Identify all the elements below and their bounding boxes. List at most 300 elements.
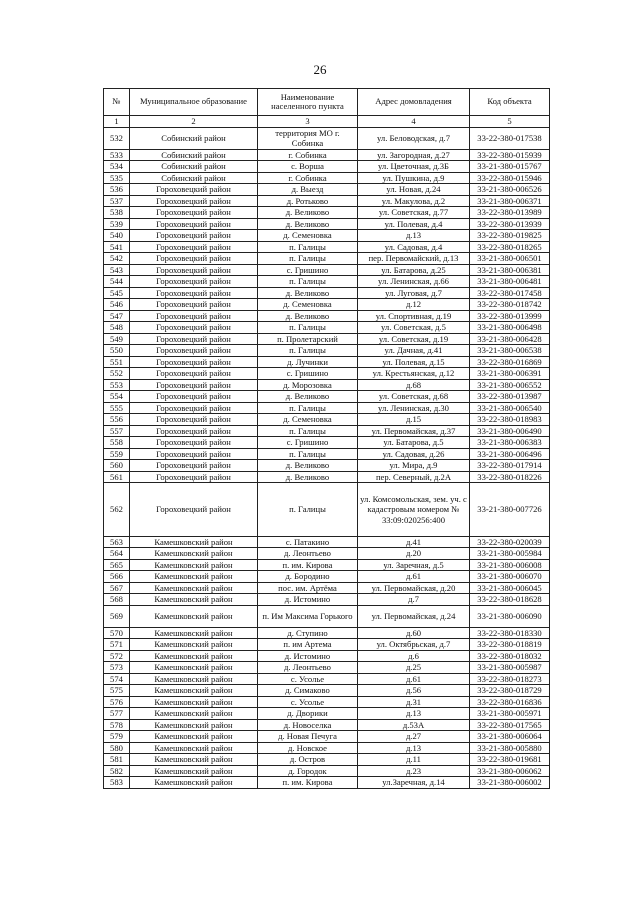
row-number: 544 [104, 276, 130, 288]
object-code-cell: 33-22-380-018032 [470, 650, 550, 662]
municipality-cell: Камешковский район [130, 708, 258, 720]
address-cell: ул. Пушкина, д.9 [358, 172, 470, 184]
row-number: 582 [104, 765, 130, 777]
object-code-cell: 33-21-380-006391 [470, 368, 550, 380]
row-number: 572 [104, 650, 130, 662]
row-number: 557 [104, 425, 130, 437]
municipality-cell: Гороховецкий район [130, 310, 258, 322]
settlement-cell: п. им. Кирова [258, 777, 358, 789]
row-number: 570 [104, 627, 130, 639]
object-code-cell: 33-21-380-006428 [470, 333, 550, 345]
settlement-cell: с. Усолье [258, 673, 358, 685]
settlement-cell: д. Выезд [258, 184, 358, 196]
table-row [104, 483, 550, 537]
object-code-cell: 33-21-380-005987 [470, 662, 550, 674]
settlement-cell: д. Семеновка [258, 230, 358, 242]
object-code-cell: 33-21-380-006552 [470, 379, 550, 391]
municipality-cell: Камешковский район [130, 685, 258, 697]
address-cell: ул. Новая, д.24 [358, 184, 470, 196]
municipality-cell: Гороховецкий район [130, 391, 258, 403]
row-number: 539 [104, 218, 130, 230]
settlement-cell: территория МО г. Собинка [258, 127, 358, 149]
table-row [104, 127, 550, 149]
row-number: 559 [104, 448, 130, 460]
object-code-cell: 33-22-380-018330 [470, 627, 550, 639]
address-cell: д.13 [358, 708, 470, 720]
object-code-cell: 33-22-380-018273 [470, 673, 550, 685]
table-row [104, 685, 550, 697]
settlement-cell: с. Усолье [258, 696, 358, 708]
table-row [104, 218, 550, 230]
row-number: 578 [104, 719, 130, 731]
object-code-cell: 33-21-380-006538 [470, 345, 550, 357]
table-row [104, 639, 550, 651]
address-cell: ул. Советская, д.19 [358, 333, 470, 345]
municipality-cell: Гороховецкий район [130, 471, 258, 483]
table-row [104, 425, 550, 437]
object-code-cell: 33-22-380-013939 [470, 218, 550, 230]
settlement-cell: с. Патакино [258, 536, 358, 548]
row-number: 561 [104, 471, 130, 483]
object-code-cell: 33-22-380-016869 [470, 356, 550, 368]
settlement-cell: д. Истомино [258, 594, 358, 606]
object-code-cell: 33-22-380-017458 [470, 287, 550, 299]
row-number: 532 [104, 127, 130, 149]
municipality-cell: Камешковский район [130, 605, 258, 627]
address-cell: ул. Беловодская, д.7 [358, 127, 470, 149]
address-cell: ул. Садовая, д.26 [358, 448, 470, 460]
row-number: 537 [104, 195, 130, 207]
row-number: 553 [104, 379, 130, 391]
address-cell: д.7 [358, 594, 470, 606]
settlement-cell: д. Великово [258, 460, 358, 472]
address-cell: ул. Полевая, д.4 [358, 218, 470, 230]
object-code-cell: 33-21-380-006381 [470, 264, 550, 276]
settlement-cell: п. Галицы [258, 483, 358, 537]
table-row [104, 299, 550, 311]
settlement-cell: д. Леонтьево [258, 662, 358, 674]
address-cell: ул.Заречная, д.14 [358, 777, 470, 789]
municipality-cell: Гороховецкий район [130, 253, 258, 265]
row-number: 571 [104, 639, 130, 651]
municipality-cell: Гороховецкий район [130, 264, 258, 276]
row-number: 545 [104, 287, 130, 299]
municipality-cell: Камешковский район [130, 754, 258, 766]
settlement-cell: д. Великово [258, 391, 358, 403]
row-number: 550 [104, 345, 130, 357]
settlement-cell: д. Великово [258, 218, 358, 230]
address-cell: д.13 [358, 230, 470, 242]
municipality-cell: Гороховецкий район [130, 230, 258, 242]
settlement-cell: д. Новоселка [258, 719, 358, 731]
column-number: 3 [258, 116, 358, 128]
row-number: 546 [104, 299, 130, 311]
row-number: 577 [104, 708, 130, 720]
settlement-cell: д. Великово [258, 287, 358, 299]
address-cell: д.60 [358, 627, 470, 639]
object-code-cell: 33-22-380-018226 [470, 471, 550, 483]
table-row [104, 594, 550, 606]
object-code-cell: 33-22-380-016836 [470, 696, 550, 708]
address-cell: ул. Цветочная, д.3Б [358, 161, 470, 173]
municipality-cell: Гороховецкий район [130, 299, 258, 311]
object-code-cell: 33-22-380-017538 [470, 127, 550, 149]
table-row [104, 662, 550, 674]
row-number: 540 [104, 230, 130, 242]
municipality-cell: Камешковский район [130, 639, 258, 651]
table-row [104, 253, 550, 265]
object-code-cell: 33-21-380-005880 [470, 742, 550, 754]
municipality-cell: Гороховецкий район [130, 402, 258, 414]
registry-table [103, 88, 550, 789]
municipality-cell: Гороховецкий район [130, 276, 258, 288]
object-code-cell: 33-21-380-006371 [470, 195, 550, 207]
municipality-cell: Гороховецкий район [130, 195, 258, 207]
object-code-cell: 33-21-380-006490 [470, 425, 550, 437]
table-row [104, 195, 550, 207]
municipality-cell: Гороховецкий район [130, 184, 258, 196]
settlement-cell: п. Галицы [258, 345, 358, 357]
row-number: 567 [104, 582, 130, 594]
municipality-cell: Гороховецкий район [130, 379, 258, 391]
settlement-cell: д. Городок [258, 765, 358, 777]
object-code-cell: 33-22-380-018729 [470, 685, 550, 697]
municipality-cell: Камешковский район [130, 765, 258, 777]
row-number: 565 [104, 559, 130, 571]
table-row [104, 333, 550, 345]
settlement-cell: д. Симаково [258, 685, 358, 697]
address-cell: пер. Северный, д.2А [358, 471, 470, 483]
table-row [104, 627, 550, 639]
municipality-cell: Камешковский район [130, 777, 258, 789]
settlement-cell: п. им. Кирова [258, 559, 358, 571]
object-code-cell: 33-21-380-006062 [470, 765, 550, 777]
object-code-cell: 33-22-380-017914 [470, 460, 550, 472]
object-code-cell: 33-21-380-015767 [470, 161, 550, 173]
table-row [104, 696, 550, 708]
table-row [104, 414, 550, 426]
row-number: 534 [104, 161, 130, 173]
table-row [104, 765, 550, 777]
object-code-cell: 33-21-380-007726 [470, 483, 550, 537]
address-cell: ул. Первомайская, д.20 [358, 582, 470, 594]
address-cell: д.27 [358, 731, 470, 743]
object-code-cell: 33-22-380-018819 [470, 639, 550, 651]
row-number: 541 [104, 241, 130, 253]
object-code-cell: 33-21-380-005984 [470, 548, 550, 560]
table-row [104, 391, 550, 403]
table-row [104, 460, 550, 472]
header-address: Адрес домовладения [358, 89, 470, 116]
address-cell: ул. Крестьянская, д.12 [358, 368, 470, 380]
address-cell: д.68 [358, 379, 470, 391]
settlement-cell: п. Галицы [258, 402, 358, 414]
row-number: 547 [104, 310, 130, 322]
municipality-cell: Гороховецкий район [130, 218, 258, 230]
row-number: 552 [104, 368, 130, 380]
address-cell: д.25 [358, 662, 470, 674]
settlement-cell: п. Галицы [258, 322, 358, 334]
row-number: 556 [104, 414, 130, 426]
object-code-cell: 33-21-380-006498 [470, 322, 550, 334]
table-row [104, 276, 550, 288]
object-code-cell: 33-21-380-006540 [470, 402, 550, 414]
column-number: 5 [470, 116, 550, 128]
settlement-cell: д. Леонтьево [258, 548, 358, 560]
address-cell: д.41 [358, 536, 470, 548]
municipality-cell: Гороховецкий район [130, 287, 258, 299]
address-cell: ул. Советская, д.77 [358, 207, 470, 219]
settlement-cell: п. Галицы [258, 241, 358, 253]
row-number: 548 [104, 322, 130, 334]
object-code-cell: 33-21-380-005971 [470, 708, 550, 720]
municipality-cell: Камешковский район [130, 650, 258, 662]
municipality-cell: Гороховецкий район [130, 483, 258, 537]
row-number: 579 [104, 731, 130, 743]
table-row [104, 322, 550, 334]
row-number: 555 [104, 402, 130, 414]
table-row [104, 777, 550, 789]
column-number: 4 [358, 116, 470, 128]
table-row [104, 471, 550, 483]
address-cell: ул. Батарова, д.25 [358, 264, 470, 276]
row-number: 563 [104, 536, 130, 548]
settlement-cell: с. Гришино [258, 264, 358, 276]
table-row [104, 742, 550, 754]
address-cell: ул. Луговая, д.7 [358, 287, 470, 299]
municipality-cell: Камешковский район [130, 582, 258, 594]
address-cell: ул. Мира, д.9 [358, 460, 470, 472]
municipality-cell: Гороховецкий район [130, 333, 258, 345]
municipality-cell: Гороховецкий район [130, 460, 258, 472]
object-code-cell: 33-22-380-015946 [470, 172, 550, 184]
object-code-cell: 33-22-380-019681 [470, 754, 550, 766]
object-code-cell: 33-21-380-006496 [470, 448, 550, 460]
settlement-cell: д. Ступино [258, 627, 358, 639]
table-row [104, 149, 550, 161]
settlement-cell: п. Пролетарский [258, 333, 358, 345]
row-number: 543 [104, 264, 130, 276]
municipality-cell: Гороховецкий район [130, 448, 258, 460]
municipality-cell: Собинский район [130, 127, 258, 149]
header-number: № [104, 89, 130, 116]
table-row [104, 571, 550, 583]
municipality-cell: Камешковский район [130, 571, 258, 583]
page-number: 26 [313, 62, 327, 77]
settlement-cell: д. Великово [258, 207, 358, 219]
row-number: 562 [104, 483, 130, 537]
address-cell: ул. Первомайская, д.24 [358, 605, 470, 627]
object-code-cell: 33-22-380-013987 [470, 391, 550, 403]
municipality-cell: Камешковский район [130, 696, 258, 708]
address-cell: ул. Советская, д.5 [358, 322, 470, 334]
settlement-cell: пос. им. Артёма [258, 582, 358, 594]
object-code-cell: 33-22-380-018742 [470, 299, 550, 311]
table-row [104, 402, 550, 414]
row-number: 538 [104, 207, 130, 219]
table-row [104, 241, 550, 253]
address-cell: ул. Первомайская, д.37 [358, 425, 470, 437]
row-number: 560 [104, 460, 130, 472]
row-number: 533 [104, 149, 130, 161]
header-settlement: Наименование населенного пункта [258, 89, 358, 116]
municipality-cell: Камешковский район [130, 719, 258, 731]
table-row [104, 605, 550, 627]
settlement-cell: п. Галицы [258, 425, 358, 437]
settlement-cell: д. Великово [258, 471, 358, 483]
address-cell: д.13 [358, 742, 470, 754]
address-cell: д.31 [358, 696, 470, 708]
header-row [104, 89, 550, 116]
address-cell: ул. Батарова, д.5 [358, 437, 470, 449]
row-number: 569 [104, 605, 130, 627]
table-row [104, 207, 550, 219]
address-cell: ул. Заречная, д.5 [358, 559, 470, 571]
object-code-cell: 33-21-380-006481 [470, 276, 550, 288]
municipality-cell: Камешковский район [130, 559, 258, 571]
municipality-cell: Камешковский район [130, 536, 258, 548]
address-cell: д.6 [358, 650, 470, 662]
address-cell: ул. Октябрьская, д.7 [358, 639, 470, 651]
settlement-cell: г. Собинка [258, 149, 358, 161]
settlement-cell: п. Им Максима Горького [258, 605, 358, 627]
object-code-cell: 33-21-380-006045 [470, 582, 550, 594]
address-cell: ул. Спортивная, д.19 [358, 310, 470, 322]
settlement-cell: д. Новское [258, 742, 358, 754]
address-cell: д.15 [358, 414, 470, 426]
table-row [104, 379, 550, 391]
row-number: 536 [104, 184, 130, 196]
table-row [104, 356, 550, 368]
settlement-cell: п. Галицы [258, 276, 358, 288]
settlement-cell: д. Истомино [258, 650, 358, 662]
row-number: 535 [104, 172, 130, 184]
municipality-cell: Собинский район [130, 149, 258, 161]
municipality-cell: Гороховецкий район [130, 322, 258, 334]
municipality-cell: Гороховецкий район [130, 207, 258, 219]
address-cell: д.61 [358, 673, 470, 685]
address-cell: ул. Ленинская, д.66 [358, 276, 470, 288]
settlement-cell: с. Ворша [258, 161, 358, 173]
table-row [104, 172, 550, 184]
row-number: 576 [104, 696, 130, 708]
address-cell: ул. Дачная, д.41 [358, 345, 470, 357]
settlement-cell: п. Галицы [258, 253, 358, 265]
row-number: 558 [104, 437, 130, 449]
table-row [104, 708, 550, 720]
table-row [104, 230, 550, 242]
object-code-cell: 33-22-380-015939 [470, 149, 550, 161]
municipality-cell: Собинский район [130, 161, 258, 173]
row-number: 549 [104, 333, 130, 345]
municipality-cell: Гороховецкий район [130, 241, 258, 253]
table-row [104, 368, 550, 380]
table-row [104, 582, 550, 594]
address-cell: ул. Садовая, д.4 [358, 241, 470, 253]
object-code-cell: 33-21-380-006070 [470, 571, 550, 583]
address-cell: ул. Полевая, д.15 [358, 356, 470, 368]
object-code-cell: 33-22-380-018628 [470, 594, 550, 606]
row-number: 573 [104, 662, 130, 674]
object-code-cell: 33-21-380-006383 [470, 437, 550, 449]
header-object-code: Код объекта [470, 89, 550, 116]
municipality-cell: Камешковский район [130, 731, 258, 743]
object-code-cell: 33-22-380-013999 [470, 310, 550, 322]
address-cell: ул. Комсомольская, зем. уч. с кадастровым номером № 33:09:020256:400 [358, 483, 470, 537]
municipality-cell: Камешковский район [130, 627, 258, 639]
settlement-cell: д. Семеновка [258, 299, 358, 311]
row-number: 554 [104, 391, 130, 403]
object-code-cell: 33-21-380-006008 [470, 559, 550, 571]
settlement-cell: д. Лучинки [258, 356, 358, 368]
table-row [104, 310, 550, 322]
row-number: 564 [104, 548, 130, 560]
object-code-cell: 33-22-380-013989 [470, 207, 550, 219]
settlement-cell: п. им Артема [258, 639, 358, 651]
row-number: 551 [104, 356, 130, 368]
municipality-cell: Гороховецкий район [130, 345, 258, 357]
column-number: 2 [130, 116, 258, 128]
row-number: 583 [104, 777, 130, 789]
column-number-row [104, 116, 550, 128]
table-row [104, 754, 550, 766]
municipality-cell: Гороховецкий район [130, 368, 258, 380]
object-code-cell: 33-22-380-017565 [470, 719, 550, 731]
address-cell: д.56 [358, 685, 470, 697]
object-code-cell: 33-21-380-006526 [470, 184, 550, 196]
settlement-cell: д. Бородино [258, 571, 358, 583]
municipality-cell: Гороховецкий район [130, 356, 258, 368]
address-cell: д.20 [358, 548, 470, 560]
municipality-cell: Гороховецкий район [130, 414, 258, 426]
settlement-cell: д. Морозовка [258, 379, 358, 391]
municipality-cell: Собинский район [130, 172, 258, 184]
settlement-cell: д. Остров [258, 754, 358, 766]
municipality-cell: Камешковский район [130, 662, 258, 674]
municipality-cell: Камешковский район [130, 673, 258, 685]
table-row [104, 673, 550, 685]
row-number: 568 [104, 594, 130, 606]
settlement-cell: п. Галицы [258, 448, 358, 460]
address-cell: д.23 [358, 765, 470, 777]
object-code-cell: 33-21-380-006501 [470, 253, 550, 265]
table-row [104, 559, 550, 571]
table-row [104, 448, 550, 460]
municipality-cell: Камешковский район [130, 594, 258, 606]
table-row [104, 345, 550, 357]
address-cell: д.61 [358, 571, 470, 583]
settlement-cell: д. Новая Печуга [258, 731, 358, 743]
municipality-cell: Гороховецкий район [130, 437, 258, 449]
row-number: 574 [104, 673, 130, 685]
address-cell: д.11 [358, 754, 470, 766]
address-cell: пер. Первомайский, д.13 [358, 253, 470, 265]
address-cell: д.53А [358, 719, 470, 731]
row-number: 542 [104, 253, 130, 265]
column-number: 1 [104, 116, 130, 128]
object-code-cell: 33-21-380-006002 [470, 777, 550, 789]
address-cell: ул. Загородная, д.27 [358, 149, 470, 161]
settlement-cell: с. Гришино [258, 437, 358, 449]
table-row [104, 731, 550, 743]
address-cell: ул. Макулова, д.2 [358, 195, 470, 207]
object-code-cell: 33-22-380-018983 [470, 414, 550, 426]
table-row [104, 548, 550, 560]
settlement-cell: д. Семеновка [258, 414, 358, 426]
address-cell: ул. Советская, д.68 [358, 391, 470, 403]
row-number: 575 [104, 685, 130, 697]
table-row [104, 264, 550, 276]
